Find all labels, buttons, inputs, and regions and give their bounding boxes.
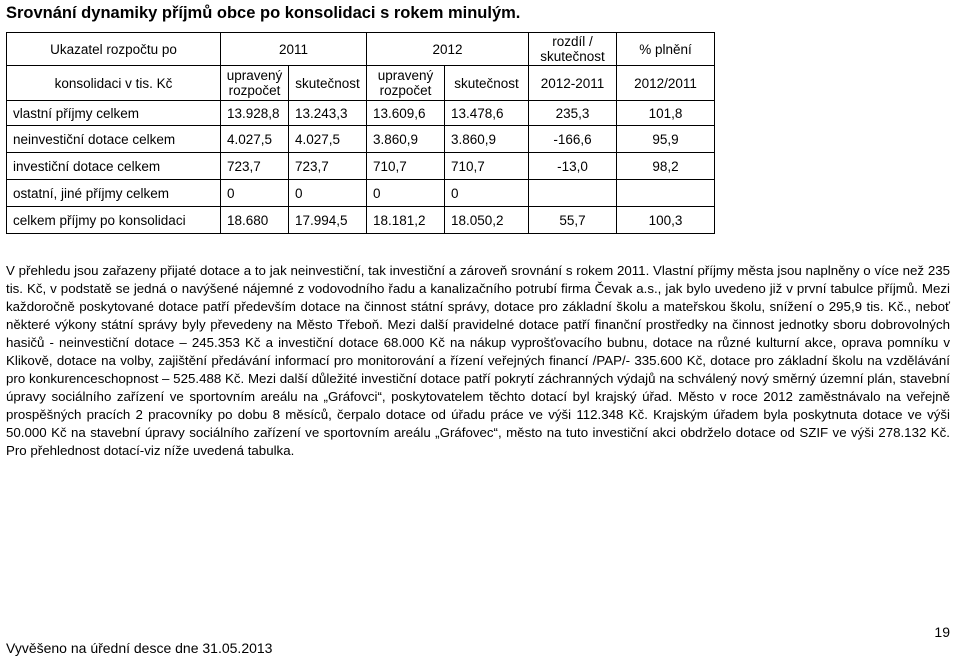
page-title: Srovnání dynamiky příjmů obce po konsolidaci s rokem minulým. <box>6 4 521 22</box>
row-label: investiční dotace celkem <box>7 153 221 180</box>
row-budget-2011: 13.928,8 <box>221 101 289 126</box>
header-year-2011: 2011 <box>221 33 367 66</box>
row-budget-2011: 723,7 <box>221 153 289 180</box>
table-row <box>7 101 715 126</box>
row-percent: 101,8 <box>617 101 715 126</box>
table-row <box>7 153 715 180</box>
header-budget-2011-line1: upravený <box>226 68 283 83</box>
header-percent: % plnění <box>617 33 715 66</box>
row-actual-2012: 0 <box>445 180 529 207</box>
row-budget-2012: 3.860,9 <box>367 126 445 153</box>
row-difference <box>529 180 617 207</box>
row-percent: 98,2 <box>617 153 715 180</box>
row-label: neinvestiční dotace celkem <box>7 126 221 153</box>
row-budget-2012: 0 <box>367 180 445 207</box>
header-indicator-line1: Ukazatel rozpočtu po <box>7 33 221 66</box>
row-budget-2011: 18.680 <box>221 207 289 234</box>
table-row <box>7 126 715 153</box>
row-budget-2012: 18.181,2 <box>367 207 445 234</box>
header-budget-2011-line2: rozpočet <box>228 83 281 98</box>
header-actual-2012: skutečnost <box>445 66 529 101</box>
row-actual-2012: 18.050,2 <box>445 207 529 234</box>
header-budget-2012 <box>367 66 445 101</box>
row-percent <box>617 180 715 207</box>
row-actual-2012: 710,7 <box>445 153 529 180</box>
header-pct-period: 2012/2011 <box>617 66 715 101</box>
row-difference: 235,3 <box>529 101 617 126</box>
row-label: ostatní, jiné příjmy celkem <box>7 180 221 207</box>
row-label: vlastní příjmy celkem <box>7 101 221 126</box>
page-number: 19 <box>934 624 950 640</box>
table-row <box>7 207 715 234</box>
table-row <box>7 180 715 207</box>
row-actual-2011: 723,7 <box>289 153 367 180</box>
header-diff-line2: skutečnost <box>540 49 605 64</box>
header-year-2012: 2012 <box>367 33 529 66</box>
row-actual-2011: 0 <box>289 180 367 207</box>
income-table <box>6 32 715 234</box>
row-actual-2012: 13.478,6 <box>445 101 529 126</box>
row-budget-2012: 710,7 <box>367 153 445 180</box>
row-actual-2012: 3.860,9 <box>445 126 529 153</box>
header-budget-2012-line1: upravený <box>377 68 434 83</box>
posting-note: Vyvěšeno na úřední desce dne 31.05.2013 <box>6 640 273 656</box>
header-actual-2011: skutečnost <box>289 66 367 101</box>
row-difference: 55,7 <box>529 207 617 234</box>
row-difference: -13,0 <box>529 153 617 180</box>
header-indicator-line2: konsolidaci v tis. Kč <box>7 66 221 101</box>
row-percent: 95,9 <box>617 126 715 153</box>
row-actual-2011: 13.243,3 <box>289 101 367 126</box>
header-diff-period: 2012-2011 <box>529 66 617 101</box>
header-diff-line1: rozdíl / <box>552 34 593 49</box>
row-actual-2011: 17.994,5 <box>289 207 367 234</box>
row-percent: 100,3 <box>617 207 715 234</box>
header-budget-2011 <box>221 66 289 101</box>
header-difference <box>529 33 617 66</box>
header-budget-2012-line2: rozpočet <box>379 83 432 98</box>
row-difference: -166,6 <box>529 126 617 153</box>
row-budget-2011: 0 <box>221 180 289 207</box>
row-budget-2011: 4.027,5 <box>221 126 289 153</box>
body-paragraph: V přehledu jsou zařazeny přijaté dotace a to jak neinvestiční, tak investiční a zároveň srovnání s rokem 2011. Vlastní příjmy města jsou naplněny o více než 235 tis. Kč, v podstatě se jedná o navýšené nájemné z vodovodního řadu a kanalizačního potrubí firma Čevak a.s., jak bylo uvedeno již v první tabulce příjmů. Mezi každoročně poskytované dotace patří především dotace na činnost státní správy, dotace pro základní školu a mateřskou školu, snížení o 295,9 tis. Kč., neboť některé výkony státní správy byly převedeny na Město Třeboň. Mezi další pravidelné dotace patří finanční prostředky na činnost jednotky sboru dobrovolných hasičů - neinvestiční dotace – 245.353 Kč a investiční dotace 68.000 Kč na nákup vyprošťovacího bubnu, dotace na různé kulturní akce, oprava pomníku v Klikově, dotace na volby, zajištění předávání informací pro monitorování a řízení veřejných financí /PAP/- 335.600 Kč, dotace pro základní školu na vzdělávání pro konkurenceschopnost – 525.488 Kč. Mezi další důležité investiční dotace patří pokrytí záchranných výdajů na schválený nový směrný územní plán, stavební úpravy sociálního zařízení ve sportovním areálu na „Gráfovci“, poskytovatelem těchto dotací byl krajský úřad. Město v roce 2012 zaměstnávalo na veřejně prospěšných pracích 2 pracovníky po dobu 8 měsíců, čerpalo dotace od úřadu práce ve výši 112.348 Kč. Krajským úřadem byla poskytnuta dotace ve výši 50.000 Kč na stavební úpravy sociálního zařízení ve sportovním areálu „Gráfovec“, město na tuto investiční akci obdrželo dotace od SZIF ve výši 278.132 Kč. Pro přehlednost dotací-viz níže uvedená tabulka. <box>6 263 950 458</box>
row-label: celkem příjmy po konsolidaci <box>7 207 221 234</box>
row-actual-2011: 4.027,5 <box>289 126 367 153</box>
row-budget-2012: 13.609,6 <box>367 101 445 126</box>
